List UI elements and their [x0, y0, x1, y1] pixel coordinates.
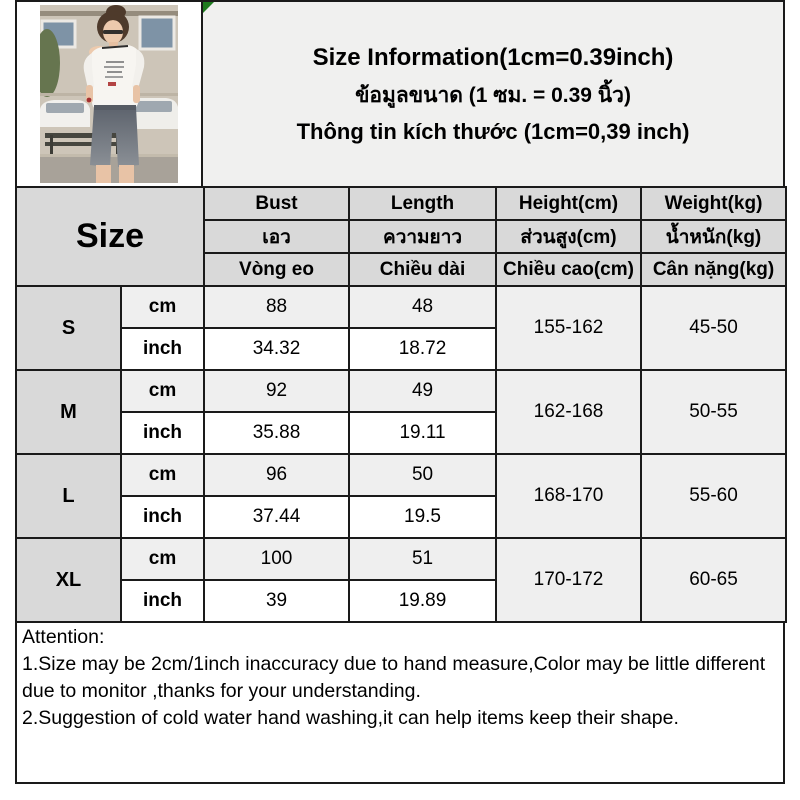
s-bust-inch: 34.32 — [204, 328, 349, 370]
title-vietnamese: Thông tin kích thước (1cm=0,39 inch) — [296, 118, 690, 144]
top-section — [15, 0, 785, 186]
l-height-range: 168-170 — [496, 454, 641, 538]
size-info-title-cell — [203, 2, 783, 186]
m-bust-cm: 92 — [204, 370, 349, 412]
s-length-inch: 18.72 — [349, 328, 496, 370]
attention-box — [15, 621, 785, 784]
unit-inch-label: inch — [121, 328, 204, 370]
l-bust-cm: 96 — [204, 454, 349, 496]
unit-cm-label: cm — [121, 370, 204, 412]
xl-height-range: 170-172 — [496, 538, 641, 622]
s-weight-range: 45-50 — [641, 286, 786, 370]
header-bust-th: เอว — [204, 220, 349, 253]
m-length-cm: 49 — [349, 370, 496, 412]
m-height-range: 162-168 — [496, 370, 641, 454]
xl-bust-inch: 39 — [204, 580, 349, 622]
xl-length-inch: 19.89 — [349, 580, 496, 622]
header-height-vi: Chiều cao(cm) — [496, 253, 641, 286]
attention-note-1: 1.Size may be 2cm/1inch inaccuracy due to hand measure,Color may be little different due to monitor ,thanks for your understanding. — [22, 653, 766, 702]
unit-cm-label: cm — [121, 538, 204, 580]
header-height-th: ส่วนสูง(cm) — [496, 220, 641, 253]
size-label-m: M — [16, 370, 121, 454]
header-length-en: Length — [349, 187, 496, 220]
product-photo-cell — [17, 2, 203, 186]
s-height-range: 155-162 — [496, 286, 641, 370]
s-length-cm: 48 — [349, 286, 496, 328]
size-chart-sheet — [15, 0, 785, 784]
header-weight-th: น้ำหนัก(kg) — [641, 220, 786, 253]
unit-inch-label: inch — [121, 412, 204, 454]
size-label-xl: XL — [16, 538, 121, 622]
xl-weight-range: 60-65 — [641, 538, 786, 622]
unit-inch-label: inch — [121, 580, 204, 622]
cell-corner-marker-icon — [203, 2, 214, 13]
attention-heading: Attention: — [22, 626, 105, 648]
header-bust-en: Bust — [204, 187, 349, 220]
m-length-inch: 19.11 — [349, 412, 496, 454]
xl-length-cm: 51 — [349, 538, 496, 580]
header-weight-en: Weight(kg) — [641, 187, 786, 220]
size-label-s: S — [16, 286, 121, 370]
attention-note-2: 2.Suggestion of cold water hand washing,it can help items keep their shape. — [22, 707, 679, 729]
size-corner-header: Size — [16, 187, 204, 286]
size-label-l: L — [16, 454, 121, 538]
header-bust-vi: Vòng eo — [204, 253, 349, 286]
product-photo — [40, 5, 178, 183]
xl-bust-cm: 100 — [204, 538, 349, 580]
unit-inch-label: inch — [121, 496, 204, 538]
header-height-en: Height(cm) — [496, 187, 641, 220]
unit-cm-label: cm — [121, 286, 204, 328]
unit-cm-label: cm — [121, 454, 204, 496]
s-bust-cm: 88 — [204, 286, 349, 328]
l-length-cm: 50 — [349, 454, 496, 496]
header-weight-vi: Cân nặng(kg) — [641, 253, 786, 286]
l-weight-range: 55-60 — [641, 454, 786, 538]
size-table — [15, 186, 787, 623]
title-english: Size Information(1cm=0.39inch) — [312, 43, 674, 71]
l-bust-inch: 37.44 — [204, 496, 349, 538]
header-length-vi: Chiều dài — [349, 253, 496, 286]
title-thai: ข้อมูลขนาด (1 ซม. = 0.39 นิ้ว) — [355, 83, 631, 107]
m-bust-inch: 35.88 — [204, 412, 349, 454]
l-length-inch: 19.5 — [349, 496, 496, 538]
m-weight-range: 50-55 — [641, 370, 786, 454]
header-length-th: ความยาว — [349, 220, 496, 253]
